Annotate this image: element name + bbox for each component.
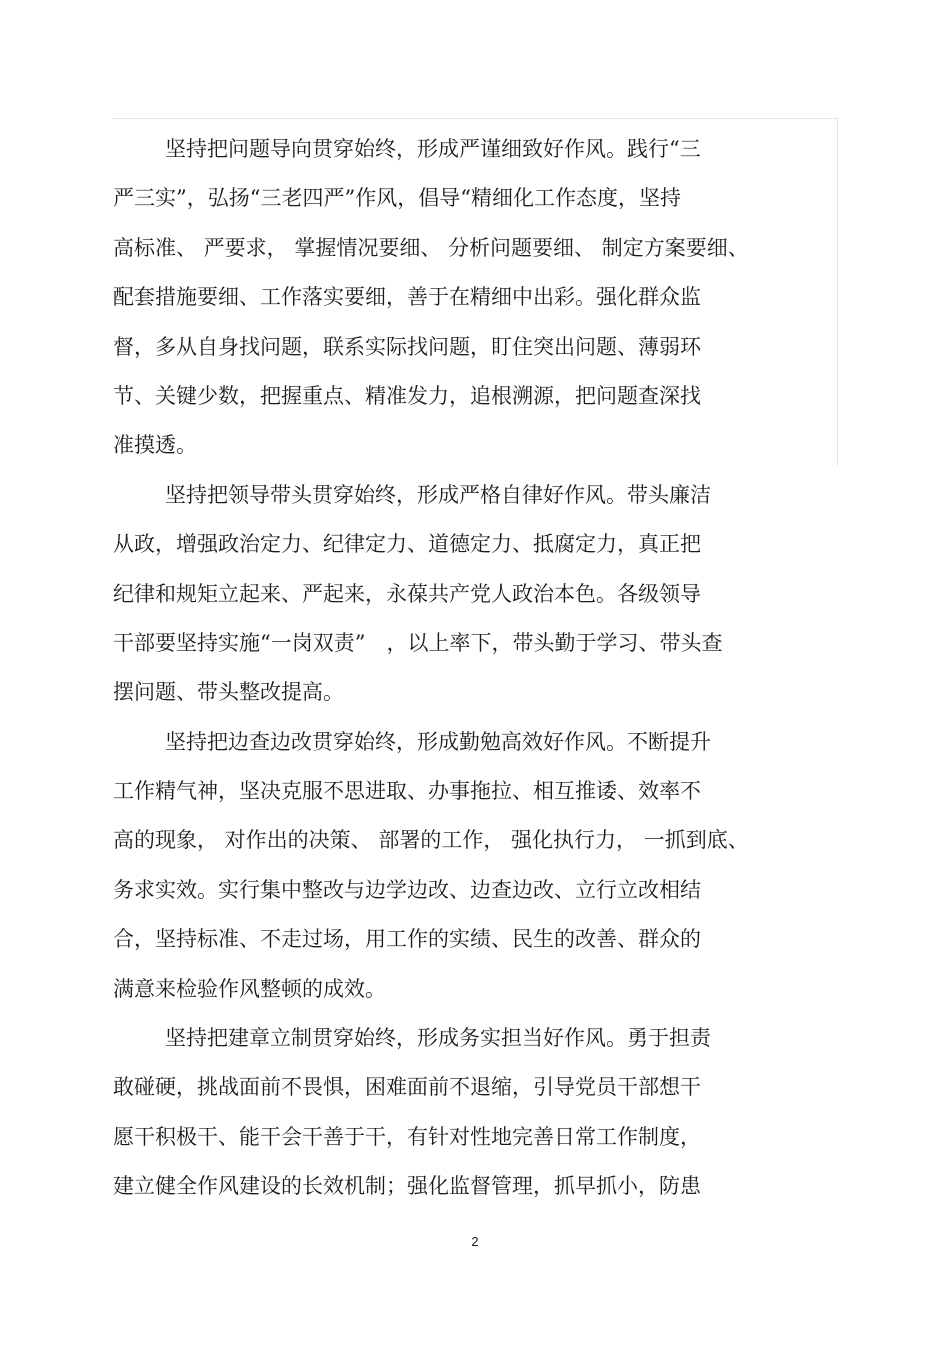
paragraph-4 (113, 1014, 813, 1212)
paragraph-line: 督，多从自身找问题，联系实际找问题，盯住突出问题、薄弱环 (113, 334, 701, 359)
paragraph-line: 准摸透。 (113, 433, 197, 458)
paragraph-2 (113, 471, 813, 718)
paragraph-line: 务求实效。实行集中整改与边学边改、边查边改、立行立改相结 (113, 877, 701, 902)
page-number: 2 (471, 1234, 479, 1249)
paragraph-line: 严三实”，弘扬“三老四严”作风，倡导“精细化工作态度，坚持 (113, 186, 681, 211)
body-text (113, 125, 813, 1212)
paragraph-line: 高的现象， 对作出的决策、 部署的工作， 强化执行力， 一抓到底、 (113, 828, 749, 853)
paragraph-line: 建立健全作风建设的长效机制；强化监督管理，抓早抓小，防患 (113, 1174, 701, 1199)
paragraph-3 (113, 718, 813, 1014)
paragraph-line: 坚持把领导带头贯穿始终，形成严格自律好作风。带头廉洁 (165, 482, 711, 507)
side-rule (837, 118, 838, 466)
paragraph-line: 工作精气神，坚决克服不思进取、办事拖拉、相互推诿、效率不 (113, 779, 701, 804)
paragraph-line: 满意来检验作风整顿的成效。 (113, 976, 386, 1001)
paragraph-1 (113, 125, 813, 471)
paragraph-line: 敢碰硬，挑战面前不畏惧，困难面前不退缩，引导党员干部想干 (113, 1075, 701, 1100)
paragraph-line: 高标准、 严要求， 掌握情况要细、 分析问题要细、 制定方案要细、 (113, 235, 749, 260)
paragraph-line: 从政，增强政治定力、纪律定力、道德定力、抵腐定力，真正把 (113, 532, 701, 557)
paragraph-line: 摆问题、带头整改提高。 (113, 680, 344, 705)
paragraph-line: 配套措施要细、工作落实要细，善于在精细中出彩。强化群众监 (113, 285, 701, 310)
paragraph-line: 坚持把建章立制贯穿始终，形成务实担当好作风。勇于担责 (165, 1026, 711, 1051)
paragraph-line: 愿干积极干、能干会干善于干，有针对性地完善日常工作制度， (113, 1124, 701, 1149)
header-rule (112, 118, 838, 119)
paragraph-line: 坚持把问题导向贯穿始终，形成严谨细致好作风。践行“三 (165, 137, 701, 161)
paragraph-line: 节、关键少数，把握重点、精准发力，追根溯源，把问题查深找 (113, 383, 701, 408)
paragraph-line: 纪律和规矩立起来、严起来，永葆共产党人政治本色。各级领导 (113, 581, 701, 606)
paragraph-line: 坚持把边查边改贯穿始终，形成勤勉高效好作风。不断提升 (165, 729, 711, 754)
paragraph-line: 合，坚持标准、不走过场，用工作的实绩、民生的改善、群众的 (113, 927, 701, 952)
paragraph-line: 干部要坚持实施“一岗双责” ，以上率下，带头勤于学习、带头查 (113, 630, 723, 655)
